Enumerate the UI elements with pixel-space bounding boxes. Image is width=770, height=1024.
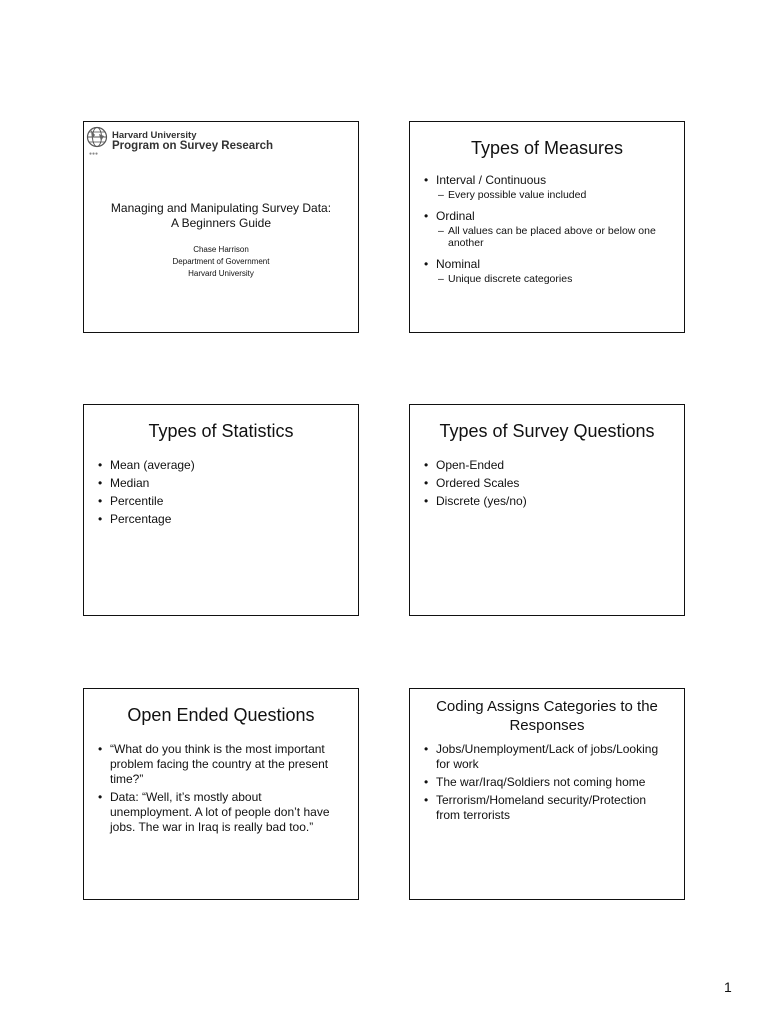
bullet-list bbox=[422, 458, 674, 512]
list-item: • Ordered Scales bbox=[422, 476, 674, 491]
list-item: • Data: “Well, it’s mostly about unemployment. A lot of people don’t have jobs. The war in Iraq is really bad too.” bbox=[96, 790, 344, 835]
list-item: • Discrete (yes/no) bbox=[422, 494, 674, 509]
list-item: • Mean (average) bbox=[96, 458, 348, 473]
bullet-list bbox=[422, 742, 672, 826]
sub-list bbox=[436, 273, 674, 285]
sub-list bbox=[436, 189, 674, 201]
slide-types-of-survey-questions bbox=[409, 404, 685, 616]
author-block bbox=[84, 244, 358, 280]
seal-icon: ●●● bbox=[89, 151, 99, 157]
list-item: • Median bbox=[96, 476, 348, 491]
bullet-list bbox=[96, 742, 344, 838]
slide-types-of-statistics bbox=[83, 404, 359, 616]
title-line-1: Managing and Manipulating Survey Data: bbox=[110, 201, 332, 215]
slide-heading: Types of Measures bbox=[470, 138, 624, 158]
list-item: • The war/Iraq/Soldiers not coming home bbox=[422, 775, 672, 790]
author-name: Chase Harrison bbox=[193, 245, 249, 254]
list-item: • Percentage bbox=[96, 512, 348, 527]
logo-line-1: Harvard University bbox=[112, 130, 197, 141]
list-item bbox=[422, 209, 674, 249]
slide-heading: Types of Survey Questions bbox=[439, 421, 655, 441]
list-item: • Terrorism/Homeland security/Protection from terrorists bbox=[422, 793, 672, 823]
sub-list bbox=[436, 225, 674, 249]
bullet-text: Nominal bbox=[436, 257, 481, 271]
list-item bbox=[422, 257, 674, 285]
list-item: • Percentile bbox=[96, 494, 348, 509]
list-item bbox=[422, 173, 674, 201]
list-item: • Jobs/Unemployment/Lack of jobs/Looking for work bbox=[422, 742, 672, 772]
author-university: Harvard University bbox=[188, 269, 254, 278]
sub-list-item: – Unique discrete categories bbox=[436, 273, 674, 285]
sub-list-item: – Every possible value included bbox=[436, 189, 674, 201]
slide-open-ended-questions bbox=[83, 688, 359, 900]
slide-heading: Coding Assigns Categories to the Responses bbox=[436, 698, 658, 734]
slide-types-of-measures bbox=[409, 121, 685, 333]
logo-line-2: Program on Survey Research bbox=[112, 140, 274, 152]
presentation-title bbox=[84, 201, 358, 231]
globe-icon bbox=[86, 126, 108, 148]
bullet-text: Interval / Continuous bbox=[436, 173, 547, 187]
slide-title-page bbox=[83, 121, 359, 333]
harvard-psr-logo bbox=[86, 126, 286, 160]
title-line-2: A Beginners Guide bbox=[170, 216, 272, 230]
list-item: • “What do you think is the most important problem facing the country at the present time?” bbox=[96, 742, 344, 787]
sub-list-item: – All values can be placed above or below one another bbox=[436, 225, 674, 249]
bullet-text: Ordinal bbox=[436, 209, 475, 223]
page-number: 1 bbox=[724, 979, 732, 995]
slide-heading: Types of Statistics bbox=[148, 421, 294, 441]
list-item: • Open-Ended bbox=[422, 458, 674, 473]
author-department: Department of Government bbox=[172, 257, 270, 266]
slide-heading: Open Ended Questions bbox=[127, 705, 315, 725]
bullet-list bbox=[96, 458, 348, 530]
slide-coding-assigns-categories bbox=[409, 688, 685, 900]
bullet-list bbox=[422, 173, 674, 293]
